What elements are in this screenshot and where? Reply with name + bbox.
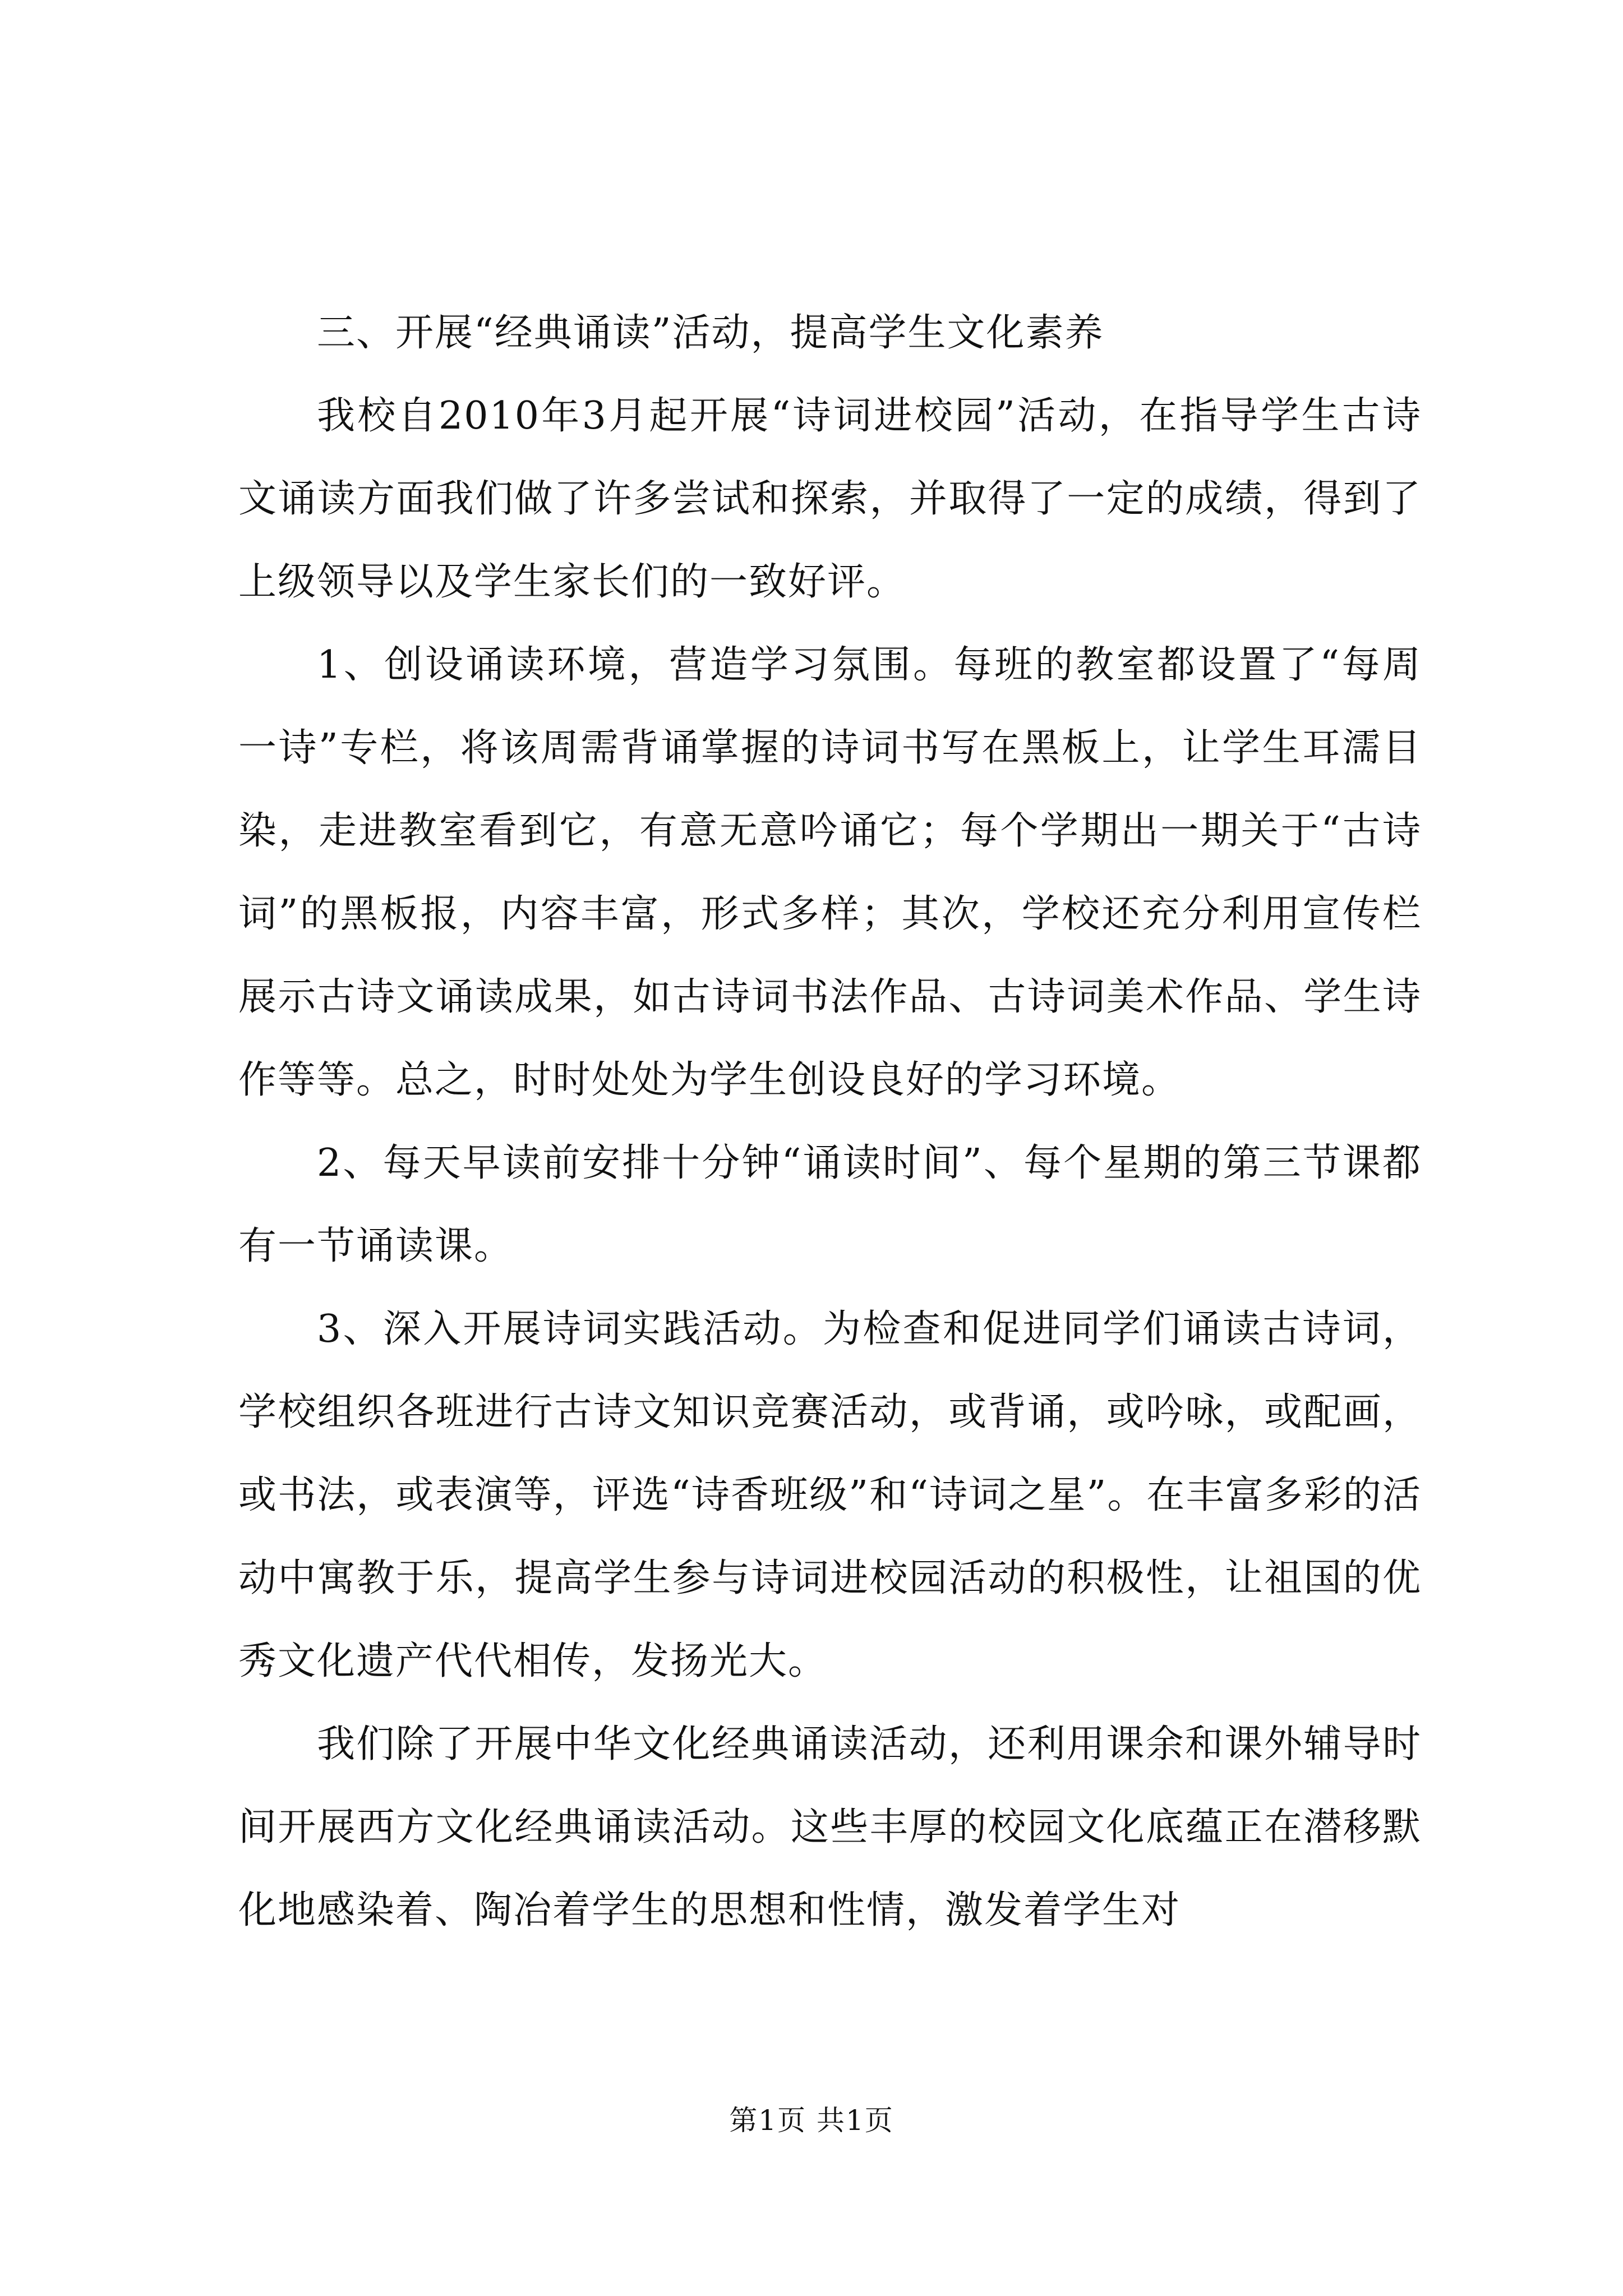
paragraph-item-1: 1、创设诵读环境，营造学习氛围。每班的教室都设置了“每周一诗”专栏，将该周需背诵掌握的诗词书写在黑板上，让学生耳濡目染，走进教室看到它，有意无意吟诵它；每个学期出一期关于“古诗词”的黑板报，内容丰富，形式多样；其次，学校还充分利用宣传栏展示古诗文诵读成果，如古诗词书法作品、古诗词美术作品、学生诗作等等。总之，时时处处为学生创设良好的学习环境。 — [238, 643, 1422, 1102]
paragraph-item-2: 2、每天早读前安排十分钟“诵读时间”、每个星期的第三节课都有一节诵读课。 — [238, 1141, 1422, 1268]
paragraph-item-3: 3、深入开展诗词实践活动。为检查和促进同学们诵读古诗词，学校组织各班进行古诗文知识竞赛活动，或背诵，或吟咏，或配画，或书法，或表演等，评选“诗香班级”和“诗词之星”。在丰富多彩的活动中寓教于乐，提高学生参与诗词进校园活动的积极性，让祖国的优秀文化遗产代代相传，发扬光大。 — [238, 1307, 1422, 1683]
paragraph-intro: 我校自2010年3月起开展“诗词进校园”活动，在指导学生古诗文诵读方面我们做了许多尝试和探索，并取得了一定的成绩，得到了上级领导以及学生家长们的一致好评。 — [238, 394, 1422, 604]
paragraph-closing: 我们除了开展中华文化经典诵读活动，还利用课余和课外辅导时间开展西方文化经典诵读活动。这些丰厚的校园文化底蕴正在潜移默化地感染着、陶冶着学生的思想和性情，激发着学生对 — [238, 1722, 1422, 1932]
document-body — [238, 292, 1422, 1952]
section-heading: 三、开展“经典诵读”活动，提高学生文化素养 — [317, 311, 1104, 355]
page-footer: 第1页 共1页 — [729, 2104, 894, 2137]
